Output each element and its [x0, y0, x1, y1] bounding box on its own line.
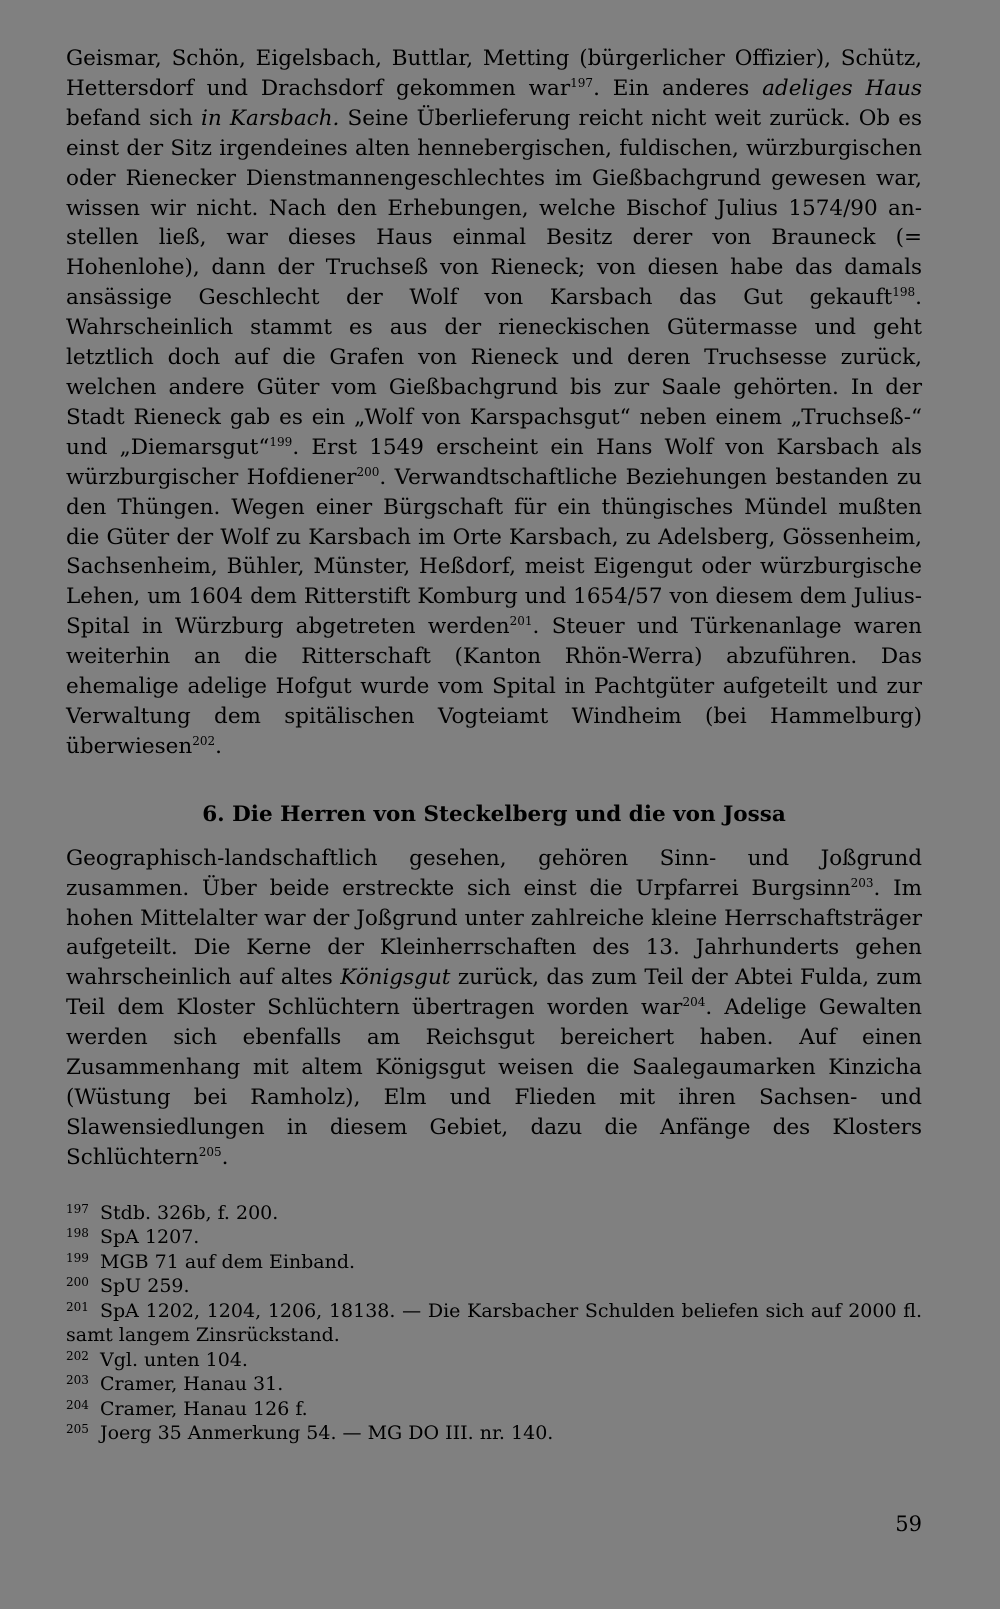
footnote-text: SpA 1202, 1204, 1206, 18138. — Die Karsbacher Schulden beliefen sich auf 2000 fl. samt langem Zinsrückstand. [66, 1299, 922, 1347]
page-number: 59 [895, 1512, 922, 1536]
emphasis: adeliges Haus [762, 75, 922, 101]
footnote-ref: 198 [892, 285, 916, 300]
body-paragraph-1 [66, 44, 922, 762]
footnote-text: Stdb. 326b, f. 200. [100, 1201, 279, 1224]
text-run: . Verwandtschaftliche Beziehungen bestanden zu den Thüngen. Wegen einer Bürgschaft für ein thüngisches Mündel mußten die Güter der Wolf zu Karsbach im Orte Karsbach, zu Adelsberg, Gössenheim, Sachsenheim, Bühler, Münster, Heßdorf, meist Eigengut oder würzburgische Lehen, um 1604 dem Ritterstift Komburg und 1654/57 von diesem dem Julius-Spital in Würzburg abgetreten werden [66, 464, 922, 640]
footnote-ref: 204 [682, 995, 706, 1010]
footnote: 200 SpU 259. [66, 1275, 190, 1298]
footnote-text: MGB 71 auf dem Einband. [100, 1250, 356, 1273]
footnote-text: SpA 1207. [100, 1226, 200, 1249]
text-run: . Im hohen Mittelalter war der Joßgrund unter zahlreiche kleine Herrschaftsträger aufgeteilt. Die Kerne der Kleinherrschaften des 13. Jahrhunderts gehen wahrscheinlich auf altes [66, 875, 922, 991]
body-paragraph-2 [66, 844, 922, 1173]
text-run: Geismar, Schön, Eigelsbach, Buttlar, Metting (bürgerlicher Offizier), Schütz, Hettersdorf und Drachsdorf gekommen war [66, 46, 922, 101]
footnote: 199 MGB 71 auf dem Einband. [66, 1250, 356, 1273]
text-run: befand sich [66, 105, 201, 131]
footnote-text: Cramer, Hanau 31. [100, 1373, 284, 1396]
text-run: . Adelige Gewalten werden sich ebenfalls am Reichsgut bereichert haben. Auf einen Zusammenhang mit altem Königsgut weisen die Saalegaumarken Kinzicha (Wüstung bei Ramholz), Elm und Flieden mit ihren Sachsen- und Slawensiedlungen in diesem Gebiet, dazu die Anfänge des Klosters Schlüchtern [66, 995, 922, 1170]
text-run: . Steuer und Türkenanlage waren weiterhin an die Ritterschaft (Kanton Rhön-Werra) abzuführen. Das ehemalige adelige Hofgut wurde vom Spital in Pachtgüter aufgeteilt und zur Verwaltung dem spitälischen Vogteiamt Windheim (bei Hammelburg) überwiesen [66, 614, 922, 759]
text-run: . Wahrscheinlich stammt es aus der rieneckischen Gütermasse und geht letztlich doch auf die Grafen von Rieneck und deren Truchsesse zurück, welchen andere Güter vom Gießbachgrund bis zur Saale gehörten. In der Stadt Rieneck gab es ein „Wolf von Karspachsgut“ neben einem „Truchseß-“ und „Diemarsgut“ [66, 285, 922, 460]
footnote-text: SpU 259. [100, 1275, 190, 1298]
footnote-text: Joerg 35 Anmerkung 54. — MG DO III. nr. 140. [100, 1422, 554, 1445]
footnote-ref: 203 [850, 875, 874, 890]
footnote: 202 Vgl. unten 104. [66, 1348, 248, 1371]
footnote: 201 SpA 1202, 1204, 1206, 18138. — Die Karsbacher Schulden beliefen sich auf 2000 fl. samt langem Zinsrückstand. [66, 1299, 922, 1347]
footnote-ref: 202 [192, 733, 216, 748]
footnote-text: Vgl. unten 104. [100, 1348, 248, 1371]
text-run: Seine Überlieferung reicht nicht weit zurück. Ob es einst der Sitz irgendeines alten hennebergischen, fuldischen, würzburgischen oder Rienecker Dienstmannengeschlechtes im Gießbachgrund gewesen war, wissen wir nicht. Nach den Erhebungen, welche Bischof Julius 1574/90 anstellen ließ, war dieses Haus einmal Besitz derer von Brauneck (= Hohenlohe), dann der Truchseß von Rieneck; von diesen habe das damals ansässige Geschlecht der Wolf von Karsbach das Gut gekauft [66, 105, 923, 311]
footnote: 197 Stdb. 326b, f. 200. [66, 1201, 279, 1224]
footnote: 204 Cramer, Hanau 126 f. [66, 1397, 308, 1420]
footnote-ref: 205 [198, 1144, 222, 1159]
footnote: 198 SpA 1207. [66, 1226, 200, 1249]
footnote: 205 Joerg 35 Anmerkung 54. — MG DO III. nr. 140. [66, 1422, 554, 1445]
text-run: Geographisch-landschaftlich gesehen, gehören Sinn- und Joßgrund zusammen. Über beide erstreckte sich einst die Urpfarrei Burgsinn [66, 845, 922, 901]
text-run: zurück, das zum Teil der Abtei Fulda, zum Teil dem Kloster Schlüchtern übertragen worden war [66, 965, 922, 1021]
footnote-ref: 200 [356, 464, 380, 479]
footnote-ref: 197 [570, 75, 594, 90]
section-heading: 6. Die Herren von Steckelberg und die von Jossa [202, 801, 786, 827]
emphasis: Königsgut [340, 965, 451, 991]
footnote: 203 Cramer, Hanau 31. [66, 1373, 284, 1396]
text-run: . [221, 1144, 229, 1170]
footnote-text: Cramer, Hanau 126 f. [100, 1397, 308, 1420]
text-run: . [215, 733, 222, 759]
footnote-ref: 199 [269, 434, 293, 449]
footnote-ref: 201 [509, 614, 533, 629]
text-run: . Ein anderes [593, 75, 763, 101]
emphasis: in Karsbach. [201, 105, 340, 131]
footnotes [66, 1201, 922, 1446]
text-run: . Erst 1549 erscheint ein Hans Wolf von Karsbach als würzburgischer Hofdiener [66, 434, 922, 490]
